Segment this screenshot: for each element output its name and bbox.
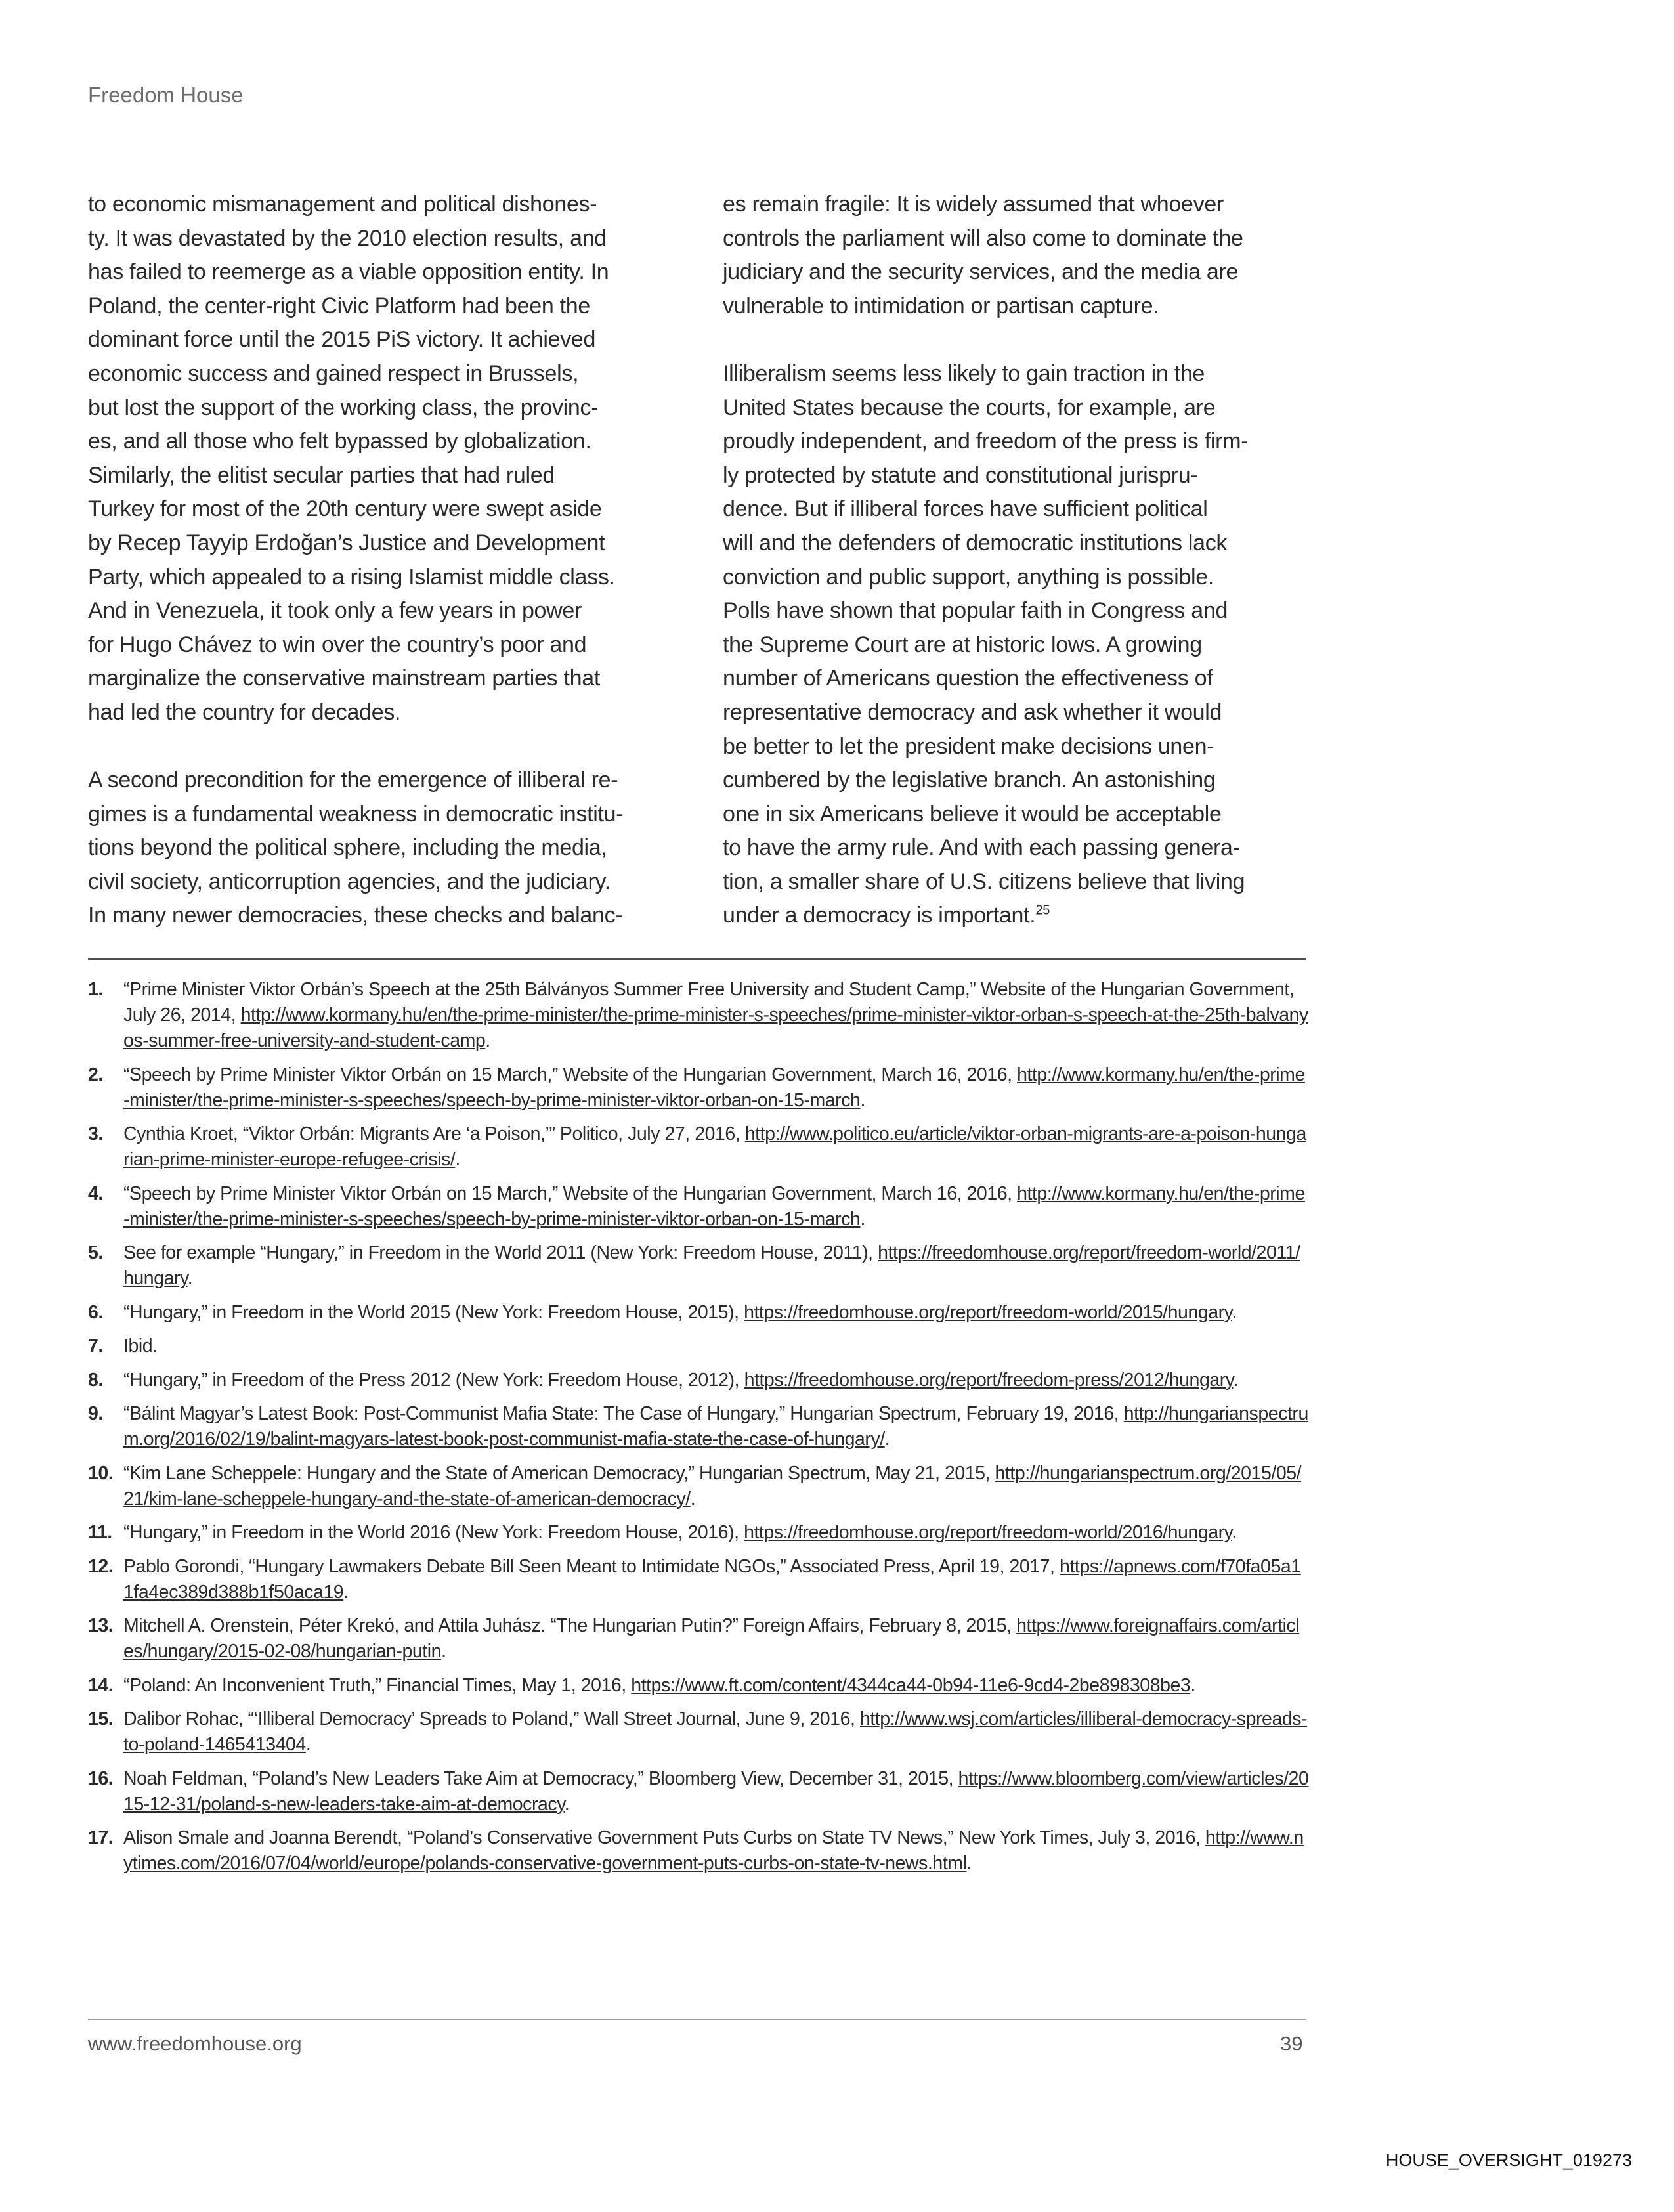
body-line: Party, which appealed to a rising Islamist middle class.	[88, 564, 615, 590]
body-line: number of Americans question the effectiveness of	[723, 666, 1213, 691]
body-line: marginalize the conservative mainstream parties that	[88, 666, 600, 691]
footnote-number: 5.	[88, 1242, 103, 1263]
body-line: ty. It was devastated by the 2010 election results, and	[88, 225, 607, 251]
footnote-link[interactable]: https://www.ft.com/content/4344ca44-0b94-11e6-9cd4-2be898308be3	[631, 1674, 1191, 1696]
footnote-citation: “Speech by Prime Minister Viktor Orbán on 15 March,” Website of the Hungarian Government, March 16, 2016,	[123, 1182, 1018, 1204]
body-line: to have the army rule. And with each passing genera-	[723, 835, 1240, 861]
footnote-item	[88, 1520, 1309, 1546]
footnote-text: “Hungary,” in Freedom in the World 2016 (New York: Freedom House, 2016), https://freedomhouse.org/report/freedom-world/2016/hungary.	[123, 1522, 1237, 1543]
body-line: Similarly, the elitist secular parties that had ruled	[88, 462, 555, 488]
body-line: be better to let the president make decisions unen-	[723, 733, 1214, 759]
footnote-number: 8.	[88, 1369, 103, 1391]
footnote-item	[88, 1401, 1309, 1452]
footnote-number: 3.	[88, 1123, 103, 1144]
body-line: es, and all those who felt bypassed by globalization.	[88, 429, 591, 454]
body-line: In many newer democracies, these checks and balanc-	[88, 903, 623, 928]
footnote-number: 10.	[88, 1462, 114, 1484]
footnote-number: 2.	[88, 1064, 103, 1085]
footnote-item	[88, 1554, 1309, 1605]
body-line: es remain fragile: It is widely assumed that whoever	[723, 192, 1224, 217]
body-line: proudly independent, and freedom of the press is firm-	[723, 429, 1249, 454]
body-line: ly protected by statute and constitutional jurispru-	[723, 462, 1198, 488]
footnote-item	[88, 1121, 1309, 1173]
footnote-text: “Speech by Prime Minister Viktor Orbán on 15 March,” Website of the Hungarian Government, March 16, 2016, http://www.kormany.hu/en/the-prime-minister/the-prime-minister-s-speeches/speech-by-prime-minister-viktor-orban-on-15-march.	[123, 1064, 1305, 1111]
footnote-text: “Speech by Prime Minister Viktor Orbán on 15 March,” Website of the Hungarian Government, March 16, 2016, http://www.kormany.hu/en/the-prime-minister/the-prime-minister-s-speeches/speech-by-prime-minister-viktor-orban-on-15-march.	[123, 1182, 1305, 1230]
footnote-text: Ibid.	[123, 1335, 158, 1356]
footnote-text: Alison Smale and Joanna Berendt, “Poland’s Conservative Government Puts Curbs on State TV News,” New York Times, July 3, 2016, http://www.nytimes.com/2016/07/04/world/europe/polands-conservative-government-puts-curbs-on-state-tv-news.html.	[123, 1827, 1304, 1874]
footnote-citation: Pablo Gorondi, “Hungary Lawmakers Debate Bill Seen Meant to Intimidate NGOs,” Associated Press, April 19, 2017,	[123, 1555, 1060, 1577]
footnote-item	[88, 977, 1309, 1054]
footnote-item	[88, 1706, 1309, 1758]
body-line: dominant force until the 2015 PiS victory. It achieved	[88, 327, 596, 353]
footnote-link[interactable]: http://hungarianspectrum.org/2016/02/19/balint-magyars-latest-book-post-communist-mafia-state-the-case-of-hungary/	[123, 1403, 1308, 1450]
footnotes-divider	[88, 958, 1306, 960]
footer-website[interactable]: www.freedomhouse.org	[88, 2032, 302, 2055]
footnote-reference[interactable]: 25	[1035, 903, 1050, 919]
footnote-text: Mitchell A. Orenstein, Péter Krekó, and Attila Juhász. “The Hungarian Putin?” Foreign Affairs, February 8, 2015, https://www.foreignaffairs.com/articles/hungary/2015-02-08/hungarian-putin.	[123, 1615, 1300, 1662]
body-line: controls the parliament will also come to dominate the	[723, 225, 1243, 251]
footnote-number: 4.	[88, 1182, 103, 1204]
body-paragraph	[88, 764, 679, 933]
footnote-text: “Bálint Magyar’s Latest Book: Post-Communist Mafia State: The Case of Hungary,” Hungarian Spectrum, February 19, 2016, http://hungarianspectrum.org/2016/02/19/balint-magyars-latest-book-post-communist-mafia-state-the-case-of-hungary/.	[123, 1403, 1308, 1450]
body-line: United States because the courts, for example, are	[723, 395, 1216, 420]
footnote-number: 17.	[88, 1827, 114, 1848]
body-line: to economic mismanagement and political dishones-	[88, 192, 597, 217]
body-line: had led the country for decades.	[88, 699, 401, 725]
footnote-link[interactable]: https://freedomhouse.org/report/freedom-world/2016/hungary	[744, 1522, 1232, 1543]
footnote-number: 12.	[88, 1555, 114, 1577]
footnote-link[interactable]: https://freedomhouse.org/report/freedom-world/2015/hungary	[744, 1301, 1232, 1323]
body-line: under a democracy is important.	[723, 903, 1036, 928]
body-line: judiciary and the security services, and the media are	[723, 259, 1239, 285]
footnote-citation: “Speech by Prime Minister Viktor Orbán on 15 March,” Website of the Hungarian Government, March 16, 2016,	[123, 1064, 1018, 1085]
footnote-item	[88, 1461, 1309, 1512]
footnote-number: 11.	[88, 1522, 112, 1543]
body-line: will and the defenders of democratic institutions lack	[723, 530, 1228, 555]
body-line: Poland, the center-right Civic Platform had been the	[88, 293, 590, 318]
footnote-text: “Kim Lane Scheppele: Hungary and the State of American Democracy,” Hungarian Spectrum, May 21, 2015, http://hungarianspectrum.org/2015/05/21/kim-lane-scheppele-hungary-and-the-state-of-american-democracy/.	[123, 1462, 1302, 1509]
body-line: the Supreme Court are at historic lows. A growing	[723, 632, 1202, 657]
footnote-citation: Cynthia Kroet, “Viktor Orbán: Migrants Are ‘a Poison,’” Politico, July 27, 2016,	[123, 1123, 745, 1144]
footnote-item	[88, 1334, 1309, 1359]
page-number: 39	[1280, 2032, 1303, 2055]
footnote-text: “Poland: An Inconvenient Truth,” Financial Times, May 1, 2016, https://www.ft.com/content/4344ca44-0b94-11e6-9cd4-2be898308be3.	[123, 1674, 1195, 1696]
footnote-text: Noah Feldman, “Poland’s New Leaders Take Aim at Democracy,” Bloomberg View, December 31, 2015, https://www.bloomberg.com/view/articles/2015-12-31/poland-s-new-leaders-take-aim-at-democracy.	[123, 1767, 1309, 1815]
footnote-citation: “Poland: An Inconvenient Truth,” Financial Times, May 1, 2016,	[123, 1674, 632, 1696]
footnote-number: 7.	[88, 1335, 103, 1356]
body-column-right	[723, 188, 1314, 967]
footnote-number: 9.	[88, 1403, 103, 1424]
footnote-link[interactable]: http://www.nytimes.com/2016/07/04/world/europe/polands-conservative-government-puts-curbs-on-state-tv-news.html	[123, 1827, 1304, 1874]
footnote-item	[88, 1368, 1309, 1393]
footnote-link[interactable]: http://www.politico.eu/article/viktor-orban-migrants-are-a-poison-hungarian-prime-minister-europe-refugee-crisis/	[123, 1123, 1306, 1170]
running-header: Freedom House	[88, 83, 244, 107]
footnote-citation: “Hungary,” in Freedom in the World 2016 (New York: Freedom House, 2016),	[123, 1522, 744, 1543]
footnote-item	[88, 1673, 1309, 1699]
footnote-number: 15.	[88, 1708, 114, 1729]
footnote-citation: “Kim Lane Scheppele: Hungary and the State of American Democracy,” Hungarian Spectrum, May 21, 2015,	[123, 1462, 995, 1484]
footnote-number: 14.	[88, 1674, 114, 1696]
body-line: representative democracy and ask whether it would	[723, 699, 1222, 725]
footnote-item	[88, 1181, 1309, 1232]
footnote-number: 13.	[88, 1615, 114, 1636]
footnote-citation: Dalibor Rohac, “‘Illiberal Democracy’ Spreads to Poland,” Wall Street Journal, June 9, 2016,	[123, 1708, 860, 1729]
body-paragraph	[723, 188, 1314, 323]
footnote-text: Pablo Gorondi, “Hungary Lawmakers Debate Bill Seen Meant to Intimidate NGOs,” Associated Press, April 19, 2017, https://apnews.com/f70fa05a11fa4ec389d388b1f50aca19.	[123, 1555, 1301, 1603]
body-line: by Recep Tayyip Erdoğan’s Justice and Development	[88, 530, 605, 555]
bates-stamp: HOUSE_OVERSIGHT_019273	[1385, 2150, 1632, 2170]
footnote-link[interactable]: http://www.kormany.hu/en/the-prime-minister/the-prime-minister-s-speeches/speech-by-prime-minister-viktor-orban-on-15-march	[123, 1182, 1305, 1230]
footnote-citation: “Hungary,” in Freedom in the World 2015 (New York: Freedom House, 2015),	[123, 1301, 744, 1323]
footnote-citation: Mitchell A. Orenstein, Péter Krekó, and Attila Juhász. “The Hungarian Putin?” Foreign Affairs, February 8, 2015,	[123, 1615, 1017, 1636]
body-line: Turkey for most of the 20th century were swept aside	[88, 496, 602, 522]
footnote-citation: See for example “Hungary,” in Freedom in the World 2011 (New York: Freedom House, 2011),	[123, 1242, 878, 1263]
footnote-number: 16.	[88, 1767, 114, 1789]
footnote-citation: “Hungary,” in Freedom of the Press 2012 (New York: Freedom House, 2012),	[123, 1369, 744, 1391]
footnote-link[interactable]: https://www.foreignaffairs.com/articles/hungary/2015-02-08/hungarian-putin	[123, 1615, 1300, 1662]
footnote-item	[88, 1825, 1309, 1876]
footnote-item	[88, 1613, 1309, 1664]
footnote-citation: “Prime Minister Viktor Orbán’s Speech at the 25th Bálványos Summer Free University and Student Camp,” Website of the Hungarian Government, July 26, 2014,	[123, 979, 1295, 1026]
body-line: civil society, anticorruption agencies, and the judiciary.	[88, 869, 611, 894]
body-line: Polls have shown that popular faith in Congress and	[723, 598, 1228, 624]
body-line: A second precondition for the emergence of illiberal re-	[88, 768, 618, 793]
footnote-item	[88, 1300, 1309, 1326]
body-line: economic success and gained respect in Brussels,	[88, 360, 579, 386]
footnote-text: “Prime Minister Viktor Orbán’s Speech at the 25th Bálványos Summer Free University and Student Camp,” Website of the Hungarian Government, July 26, 2014, http://www.kormany.hu/en/the-prime-minister/the-prime-minister-s-speeches/prime-minister-viktor-orban-s-speech-at-the-25th-balvanyos-summer-free-university-and-student-camp.	[123, 979, 1308, 1051]
footnote-text: See for example “Hungary,” in Freedom in the World 2011 (New York: Freedom House, 2011), https://freedomhouse.org/report/freedom-world/2011/hungary.	[123, 1242, 1300, 1289]
footnote-link[interactable]: https://freedomhouse.org/report/freedom-press/2012/hungary	[744, 1369, 1234, 1391]
footnote-citation: “Bálint Magyar’s Latest Book: Post-Communist Mafia State: The Case of Hungary,” Hungarian Spectrum, February 19, 2016,	[123, 1403, 1124, 1424]
body-line: dence. But if illiberal forces have sufficient political	[723, 496, 1208, 522]
body-line-wrap	[723, 899, 1314, 933]
body-paragraph	[88, 188, 679, 730]
body-line: And in Venezuela, it took only a few years in power	[88, 598, 582, 624]
footnote-link[interactable]: http://www.wsj.com/articles/illiberal-democracy-spreads-to-poland-1465413404	[123, 1708, 1308, 1755]
body-paragraph	[723, 357, 1314, 933]
body-line: for Hugo Chávez to win over the country’s poor and	[88, 632, 587, 657]
footnote-citation: Ibid	[123, 1335, 153, 1356]
footnote-item	[88, 1766, 1309, 1817]
footnote-link[interactable]: http://hungarianspectrum.org/2015/05/21/kim-lane-scheppele-hungary-and-the-state-of-american-democracy/	[123, 1462, 1302, 1509]
footnote-number: 6.	[88, 1301, 103, 1323]
footnote-citation: Noah Feldman, “Poland’s New Leaders Take Aim at Democracy,” Bloomberg View, December 31, 2015,	[123, 1767, 958, 1789]
body-line: tions beyond the political sphere, including the media,	[88, 835, 607, 861]
footnote-text: “Hungary,” in Freedom in the World 2015 (New York: Freedom House, 2015), https://freedomhouse.org/report/freedom-world/2015/hungary.	[123, 1301, 1237, 1323]
body-line: conviction and public support, anything is possible.	[723, 564, 1214, 590]
footer-divider	[88, 2019, 1306, 2020]
body-line: Illiberalism seems less likely to gain traction in the	[723, 360, 1205, 386]
footnote-link[interactable]: https://apnews.com/f70fa05a11fa4ec389d388b1f50aca19	[123, 1555, 1301, 1603]
footnote-link[interactable]: https://www.bloomberg.com/view/articles/2015-12-31/poland-s-new-leaders-take-aim-at-democracy	[123, 1767, 1309, 1815]
body-line: but lost the support of the working class, the provinc-	[88, 395, 599, 420]
body-line: vulnerable to intimidation or partisan capture.	[723, 293, 1159, 318]
footnotes-list	[88, 977, 1309, 1885]
footnote-link[interactable]: http://www.kormany.hu/en/the-prime-minister/the-prime-minister-s-speeches/speech-by-prime-minister-viktor-orban-on-15-march	[123, 1064, 1305, 1111]
footnote-number: 1.	[88, 979, 103, 1000]
footnote-text: “Hungary,” in Freedom of the Press 2012 (New York: Freedom House, 2012), https://freedomhouse.org/report/freedom-press/2012/hungary.	[123, 1369, 1238, 1391]
body-column-left	[88, 188, 679, 967]
body-line: tion, a smaller share of U.S. citizens believe that living	[723, 869, 1245, 894]
footnote-citation: Alison Smale and Joanna Berendt, “Poland’s Conservative Government Puts Curbs on State TV News,” New York Times, July 3, 2016,	[123, 1827, 1205, 1848]
body-line: cumbered by the legislative branch. An astonishing	[723, 768, 1216, 793]
footnote-item	[88, 1240, 1309, 1291]
body-line: one in six Americans believe it would be acceptable	[723, 801, 1222, 827]
footnote-link[interactable]: https://freedomhouse.org/report/freedom-world/2011/hungary	[123, 1242, 1300, 1289]
footnote-text: Cynthia Kroet, “Viktor Orbán: Migrants Are ‘a Poison,’” Politico, July 27, 2016, http://www.politico.eu/article/viktor-orban-migrants-are-a-poison-hungarian-prime-minister-europe-refugee-crisis/.	[123, 1123, 1306, 1170]
body-line: gimes is a fundamental weakness in democratic institu-	[88, 801, 624, 827]
footnote-item	[88, 1062, 1309, 1114]
footnote-link[interactable]: http://www.kormany.hu/en/the-prime-minister/the-prime-minister-s-speeches/prime-minister-viktor-orban-s-speech-at-the-25th-balvanyos-summer-free-university-and-student-camp	[123, 1005, 1308, 1051]
footnote-text: Dalibor Rohac, “‘Illiberal Democracy’ Spreads to Poland,” Wall Street Journal, June 9, 2016, http://www.wsj.com/articles/illiberal-democracy-spreads-to-poland-1465413404.	[123, 1708, 1308, 1755]
body-line: has failed to reemerge as a viable opposition entity. In	[88, 259, 609, 285]
